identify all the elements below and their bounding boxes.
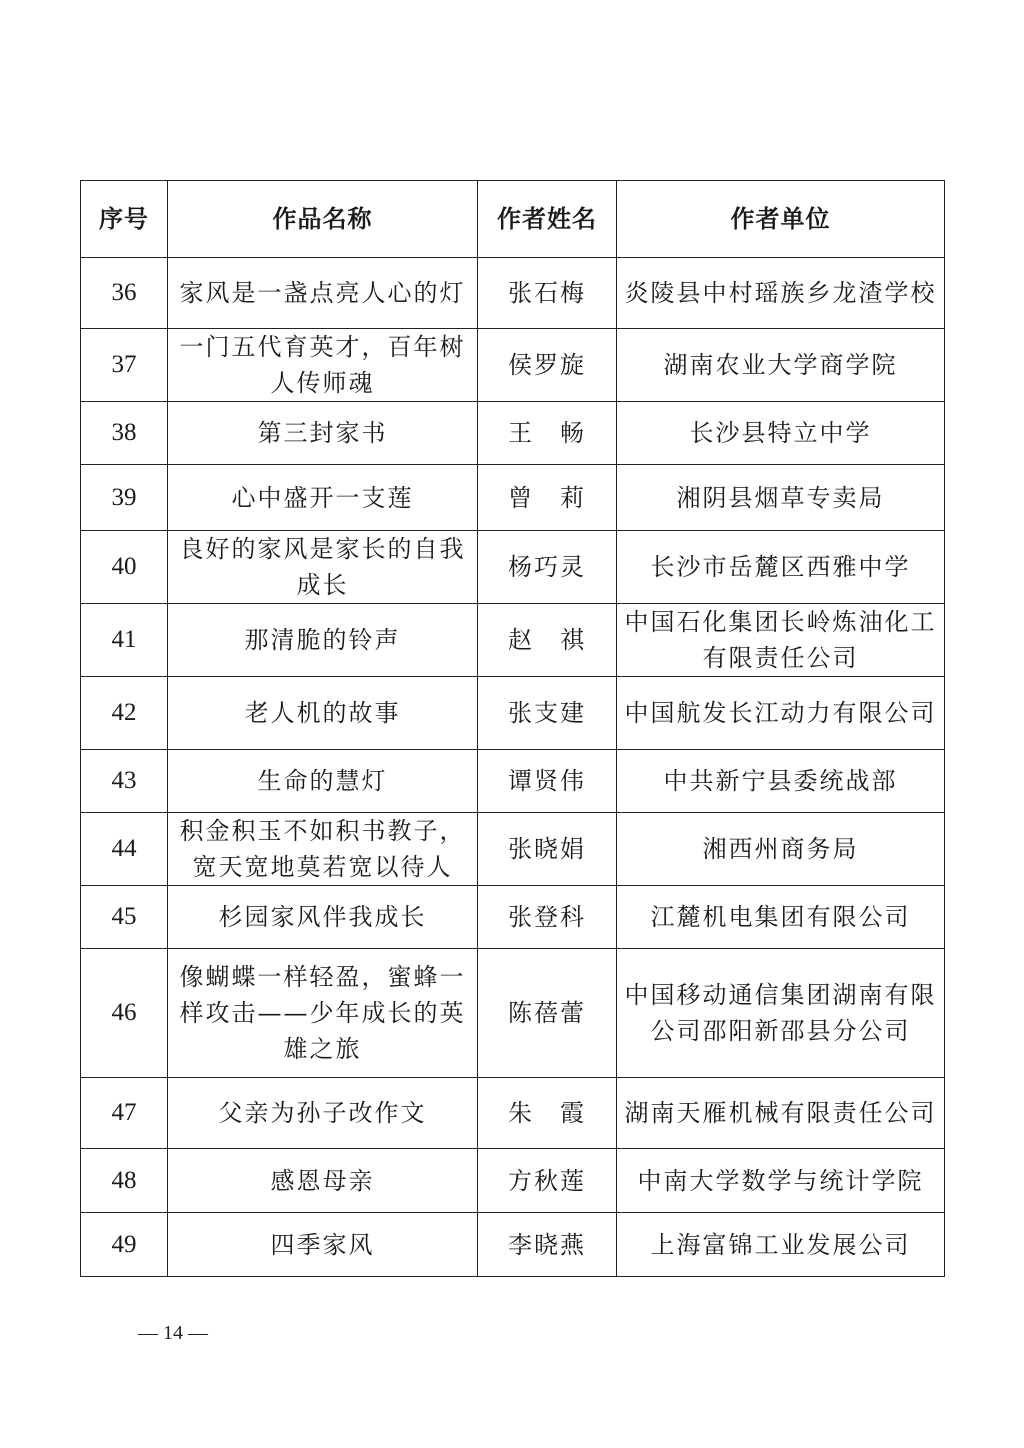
table-row xyxy=(81,531,945,604)
work-title: 老人机的故事 xyxy=(168,677,478,750)
work-title: 那清脆的铃声 xyxy=(168,604,478,677)
author-unit: 中国石化集团长岭炼油化工有限责任公司 xyxy=(617,604,945,677)
author-name: 谭贤伟 xyxy=(478,750,617,813)
row-number: 39 xyxy=(81,465,168,531)
table-row xyxy=(81,329,945,402)
work-title: 生命的慧灯 xyxy=(168,750,478,813)
row-number: 47 xyxy=(81,1078,168,1149)
author-name: 曾 莉 xyxy=(478,465,617,531)
work-title: 杉园家风伴我成长 xyxy=(168,886,478,949)
row-number: 41 xyxy=(81,604,168,677)
author-unit: 湖南天雁机械有限责任公司 xyxy=(617,1078,945,1149)
work-title: 积金积玉不如积书教子，宽天宽地莫若宽以待人 xyxy=(168,813,478,886)
author-unit: 中南大学数学与统计学院 xyxy=(617,1149,945,1213)
work-title: 一门五代育英才，百年树人传师魂 xyxy=(168,329,478,402)
page-number: — 14 — xyxy=(138,1322,208,1344)
table-row xyxy=(81,886,945,949)
table-row xyxy=(81,1078,945,1149)
author-name: 陈蓓蕾 xyxy=(478,949,617,1078)
work-title: 父亲为孙子改作文 xyxy=(168,1078,478,1149)
author-unit: 上海富锦工业发展公司 xyxy=(617,1213,945,1277)
work-title: 第三封家书 xyxy=(168,402,478,465)
author-name: 侯罗旋 xyxy=(478,329,617,402)
author-name: 张登科 xyxy=(478,886,617,949)
header-author-unit: 作者单位 xyxy=(617,181,945,258)
table-header-row xyxy=(81,181,945,258)
row-number: 38 xyxy=(81,402,168,465)
header-serial-number: 序号 xyxy=(81,181,168,258)
row-number: 45 xyxy=(81,886,168,949)
author-unit: 湘西州商务局 xyxy=(617,813,945,886)
author-unit: 炎陵县中村瑶族乡龙渣学校 xyxy=(617,258,945,329)
author-unit: 江麓机电集团有限公司 xyxy=(617,886,945,949)
table-row xyxy=(81,949,945,1078)
table-row xyxy=(81,750,945,813)
author-name: 李晓燕 xyxy=(478,1213,617,1277)
header-author-name: 作者姓名 xyxy=(478,181,617,258)
author-name: 朱 霞 xyxy=(478,1078,617,1149)
row-number: 44 xyxy=(81,813,168,886)
row-number: 37 xyxy=(81,329,168,402)
author-name: 张晓娟 xyxy=(478,813,617,886)
award-list-table xyxy=(80,180,945,1277)
row-number: 49 xyxy=(81,1213,168,1277)
author-unit: 长沙县特立中学 xyxy=(617,402,945,465)
table-row xyxy=(81,258,945,329)
work-title: 家风是一盏点亮人心的灯 xyxy=(168,258,478,329)
table-row xyxy=(81,677,945,750)
table-row xyxy=(81,465,945,531)
author-unit: 湖南农业大学商学院 xyxy=(617,329,945,402)
author-name: 王 畅 xyxy=(478,402,617,465)
author-unit: 中国移动通信集团湖南有限公司邵阳新邵县分公司 xyxy=(617,949,945,1078)
work-title: 良好的家风是家长的自我成长 xyxy=(168,531,478,604)
work-title: 心中盛开一支莲 xyxy=(168,465,478,531)
row-number: 48 xyxy=(81,1149,168,1213)
author-name: 张支建 xyxy=(478,677,617,750)
header-work-title: 作品名称 xyxy=(168,181,478,258)
row-number: 43 xyxy=(81,750,168,813)
table-row xyxy=(81,1149,945,1213)
author-name: 方秋莲 xyxy=(478,1149,617,1213)
table-row xyxy=(81,402,945,465)
author-unit: 中共新宁县委统战部 xyxy=(617,750,945,813)
author-unit: 长沙市岳麓区西雅中学 xyxy=(617,531,945,604)
table-row xyxy=(81,1213,945,1277)
work-title: 感恩母亲 xyxy=(168,1149,478,1213)
author-name: 杨巧灵 xyxy=(478,531,617,604)
table-row xyxy=(81,604,945,677)
row-number: 36 xyxy=(81,258,168,329)
author-unit: 湘阴县烟草专卖局 xyxy=(617,465,945,531)
work-title: 四季家风 xyxy=(168,1213,478,1277)
author-unit: 中国航发长江动力有限公司 xyxy=(617,677,945,750)
author-name: 赵 祺 xyxy=(478,604,617,677)
work-title: 像蝴蝶一样轻盈，蜜蜂一样攻击——少年成长的英雄之旅 xyxy=(168,949,478,1078)
row-number: 42 xyxy=(81,677,168,750)
table-row xyxy=(81,813,945,886)
row-number: 40 xyxy=(81,531,168,604)
row-number: 46 xyxy=(81,949,168,1078)
author-name: 张石梅 xyxy=(478,258,617,329)
